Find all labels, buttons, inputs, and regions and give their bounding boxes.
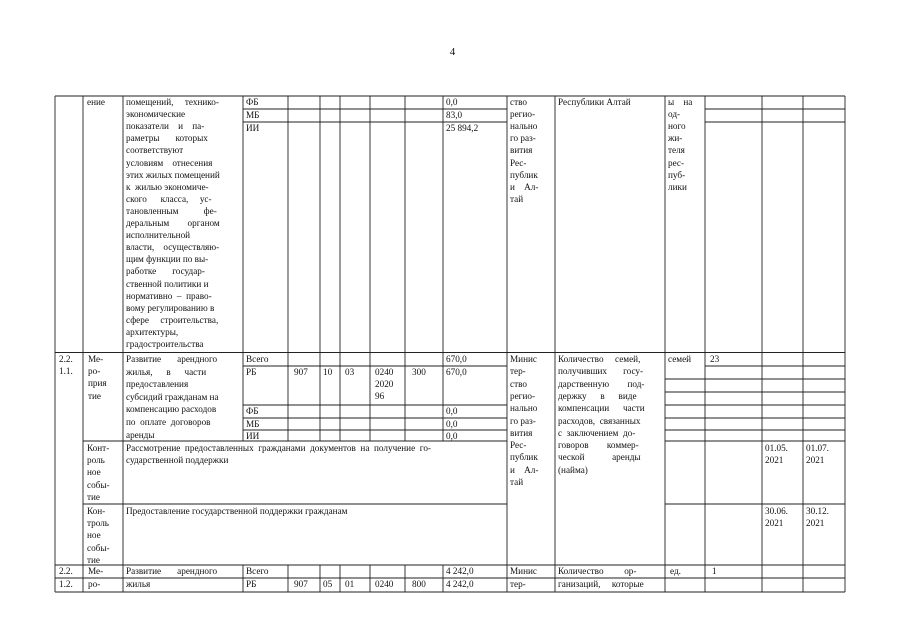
continued-description-line: власти, осуществляю- bbox=[126, 242, 220, 253]
control-date-start: 01.05. bbox=[765, 443, 788, 453]
budget-code-csr: 96 bbox=[375, 391, 385, 401]
indicator-line: компенсации части bbox=[558, 403, 645, 414]
continued-description-line: помещений, технико- bbox=[126, 97, 219, 107]
unit-line: пуб- bbox=[668, 169, 686, 180]
amount-value: 0,0 bbox=[446, 97, 458, 107]
unit-line: ы на bbox=[668, 97, 693, 107]
continued-description-line: этих жилых помещений bbox=[126, 169, 220, 180]
continued-description-line: исполнительной bbox=[126, 230, 191, 241]
budget-code-pr: 01 bbox=[345, 579, 355, 589]
indicator-line: Количество семей, bbox=[558, 354, 641, 364]
indicator-unit: семей bbox=[668, 354, 692, 364]
executor-line: Минис bbox=[510, 566, 537, 576]
measure-description-line: Развитие арендного bbox=[126, 566, 218, 576]
continued-description-line: вому регулированию в bbox=[126, 302, 215, 313]
budget-code-gr: 907 bbox=[294, 367, 308, 377]
continued-description-line: к жилью экономиче- bbox=[126, 181, 209, 192]
amount-value: 0,0 bbox=[446, 431, 458, 441]
executor-line: нально bbox=[510, 121, 538, 132]
executor-line: публик bbox=[510, 169, 538, 180]
control-event-text: Предоставление государственной поддержки гражданам bbox=[126, 506, 348, 516]
executor-line: и Ал- bbox=[510, 181, 539, 192]
control-event-type: собы- bbox=[87, 479, 110, 490]
control-event-type: Конт- bbox=[87, 443, 110, 453]
funding-source: РБ bbox=[246, 579, 257, 589]
amount-value: 670,0 bbox=[446, 354, 467, 364]
executor-line: ство bbox=[510, 378, 527, 389]
executor-line: регио- bbox=[510, 109, 536, 120]
amount-value: 4 242,0 bbox=[446, 579, 474, 589]
measure-number: 1.1. bbox=[59, 366, 73, 377]
amount-value: 0,0 bbox=[446, 419, 458, 429]
control-event-type: ное bbox=[87, 530, 101, 541]
control-event-type: ное bbox=[87, 467, 101, 478]
control-date-end: 01.07. bbox=[806, 443, 829, 453]
continued-description-line: работке государ- bbox=[126, 266, 205, 277]
control-date-start: 30.06. bbox=[765, 506, 788, 516]
executor-line: Рес- bbox=[510, 157, 527, 168]
control-event-type: собы- bbox=[87, 542, 110, 553]
executor-line: регио- bbox=[510, 390, 536, 401]
indicator-line: Республики Алтай bbox=[558, 97, 631, 107]
control-date-start: 2021 bbox=[765, 518, 784, 529]
continued-description-line: соответствуют bbox=[126, 145, 184, 156]
indicator-value: 23 bbox=[710, 354, 720, 364]
unit-line: жи- bbox=[668, 133, 683, 144]
measure-number: 2.2. bbox=[59, 566, 73, 576]
funding-source: ФБ bbox=[246, 97, 259, 107]
measure-description-line: компенсацию расходов bbox=[126, 404, 217, 415]
indicator-line: ганизаций, которые bbox=[558, 578, 644, 589]
measure-type: Ме- bbox=[88, 354, 104, 364]
budget-code-vr: 800 bbox=[412, 579, 426, 589]
measure-description-line: предоставления bbox=[126, 379, 189, 390]
budget-code-rz: 05 bbox=[323, 579, 333, 589]
executor-line: го раз- bbox=[510, 415, 536, 426]
measure-description-line: Развитие арендного bbox=[126, 354, 218, 364]
measure-description-line: по оплате договоров bbox=[126, 417, 211, 427]
control-event-text: Рассмотрение предоставленных гражданами документов на получение го- bbox=[126, 443, 431, 453]
indicator-line: с заключением до- bbox=[558, 427, 636, 438]
unit-line: лики bbox=[668, 181, 687, 192]
funding-source: ИИ bbox=[246, 123, 260, 133]
funding-source: МБ bbox=[246, 419, 260, 429]
measure-number: 2.2. bbox=[59, 354, 73, 364]
indicator-unit: ед. bbox=[670, 566, 681, 576]
indicator-line: Количество ор- bbox=[558, 566, 637, 576]
unit-line: ного bbox=[668, 121, 686, 132]
funding-source: Всего bbox=[246, 566, 269, 576]
control-date-end: 30.12. bbox=[806, 506, 829, 516]
control-date-end: 2021 bbox=[806, 455, 825, 466]
continued-description-line: градостроительства bbox=[126, 339, 204, 349]
control-event-type: троль bbox=[87, 518, 109, 529]
unit-line: рес- bbox=[668, 157, 685, 168]
measure-type: ро- bbox=[88, 578, 101, 589]
executor-line: го раз- bbox=[510, 133, 536, 144]
control-date-start: 2021 bbox=[765, 455, 784, 466]
measure-type: ро- bbox=[88, 366, 101, 377]
control-date-end: 2021 bbox=[806, 518, 825, 529]
indicator-line: ческой аренды bbox=[558, 452, 641, 463]
measure-description-line: субсидий гражданам на bbox=[126, 391, 219, 402]
continued-description-line: нормативно – право- bbox=[126, 290, 212, 301]
indicator-line: получивших госу- bbox=[558, 366, 644, 377]
executor-line: тер- bbox=[510, 578, 526, 589]
measure-type: тие bbox=[88, 390, 102, 401]
indicator-line: говоров коммер- bbox=[558, 440, 639, 451]
continued-description-line: деральным органом bbox=[126, 218, 220, 228]
executor-line: публик bbox=[510, 452, 538, 463]
amount-value: 670,0 bbox=[446, 367, 467, 377]
continued-description-line: архитектуры, bbox=[126, 326, 179, 337]
continued-description-line: экономические bbox=[126, 109, 186, 120]
page-number: 4 bbox=[449, 46, 456, 58]
budget-code-csr: 2020 bbox=[375, 379, 394, 389]
measure-type: прия bbox=[88, 378, 107, 389]
measure-description-line: жилья, в части bbox=[126, 366, 207, 377]
control-event-type: роль bbox=[87, 455, 105, 466]
continued-description-line: ственной политики и bbox=[126, 278, 209, 289]
budget-code-rz: 10 bbox=[323, 367, 333, 377]
budget-code-pr: 03 bbox=[345, 367, 355, 377]
measure-description-line: жилья bbox=[126, 578, 151, 589]
continued-description-line: сфере строительства, bbox=[126, 314, 219, 325]
unit-line: од- bbox=[668, 109, 681, 120]
continued-description-line: показатели и па- bbox=[126, 121, 205, 132]
executor-line: вития bbox=[510, 145, 533, 156]
unit-line: теля bbox=[668, 145, 685, 156]
control-event-type: Кон- bbox=[87, 506, 106, 516]
budget-code-vr: 300 bbox=[412, 367, 426, 377]
funding-source: ИИ bbox=[246, 431, 260, 441]
executor-line: и Ал- bbox=[510, 464, 539, 475]
amount-value: 4 242,0 bbox=[446, 566, 474, 576]
budget-code-csr: 0240 bbox=[375, 367, 394, 377]
control-event-type: тие bbox=[87, 491, 101, 502]
continued-description-line: щим функции по вы- bbox=[126, 254, 209, 265]
executor-line: тай bbox=[510, 477, 524, 487]
control-event-text: сударственной поддержки bbox=[126, 455, 229, 466]
amount-value: 0,0 bbox=[446, 406, 458, 416]
indicator-line: дарственную под- bbox=[558, 378, 645, 389]
control-event-type: тие bbox=[87, 554, 101, 565]
indicator-line: расходов, связанных bbox=[558, 415, 641, 426]
indicator-line: (найма) bbox=[558, 464, 588, 475]
budget-code-gr: 907 bbox=[294, 579, 308, 589]
funding-source: РБ bbox=[246, 367, 257, 377]
continued-description-line: ского класса, ус- bbox=[126, 193, 212, 204]
continued-description-line: условиям отнесения bbox=[126, 157, 213, 168]
indicator-line: держку в виде bbox=[558, 390, 637, 401]
measure-description-line: аренды bbox=[126, 429, 155, 440]
executor-line: нально bbox=[510, 403, 538, 414]
continued-description-line: раметры которых bbox=[126, 133, 208, 144]
amount-value: 25 894,2 bbox=[446, 123, 479, 133]
amount-value: 83,0 bbox=[446, 110, 463, 120]
executor-line: вития bbox=[510, 427, 533, 438]
executor-line: Минис bbox=[510, 354, 537, 364]
measure-number: 1.2. bbox=[59, 578, 73, 589]
executor-line: ство bbox=[510, 97, 527, 107]
continued-type-text: ение bbox=[87, 97, 105, 107]
funding-source: ФБ bbox=[246, 406, 259, 416]
measure-type: Ме- bbox=[88, 566, 104, 576]
executor-line: Рес- bbox=[510, 440, 527, 451]
continued-description-line: тановленным фе- bbox=[126, 205, 217, 216]
budget-code-csr: 0240 bbox=[375, 579, 394, 589]
executor-line: тер- bbox=[510, 366, 526, 377]
indicator-value: 1 bbox=[712, 566, 717, 576]
funding-source: Всего bbox=[246, 354, 269, 364]
funding-source: МБ bbox=[246, 110, 260, 120]
executor-line: тай bbox=[510, 193, 524, 204]
